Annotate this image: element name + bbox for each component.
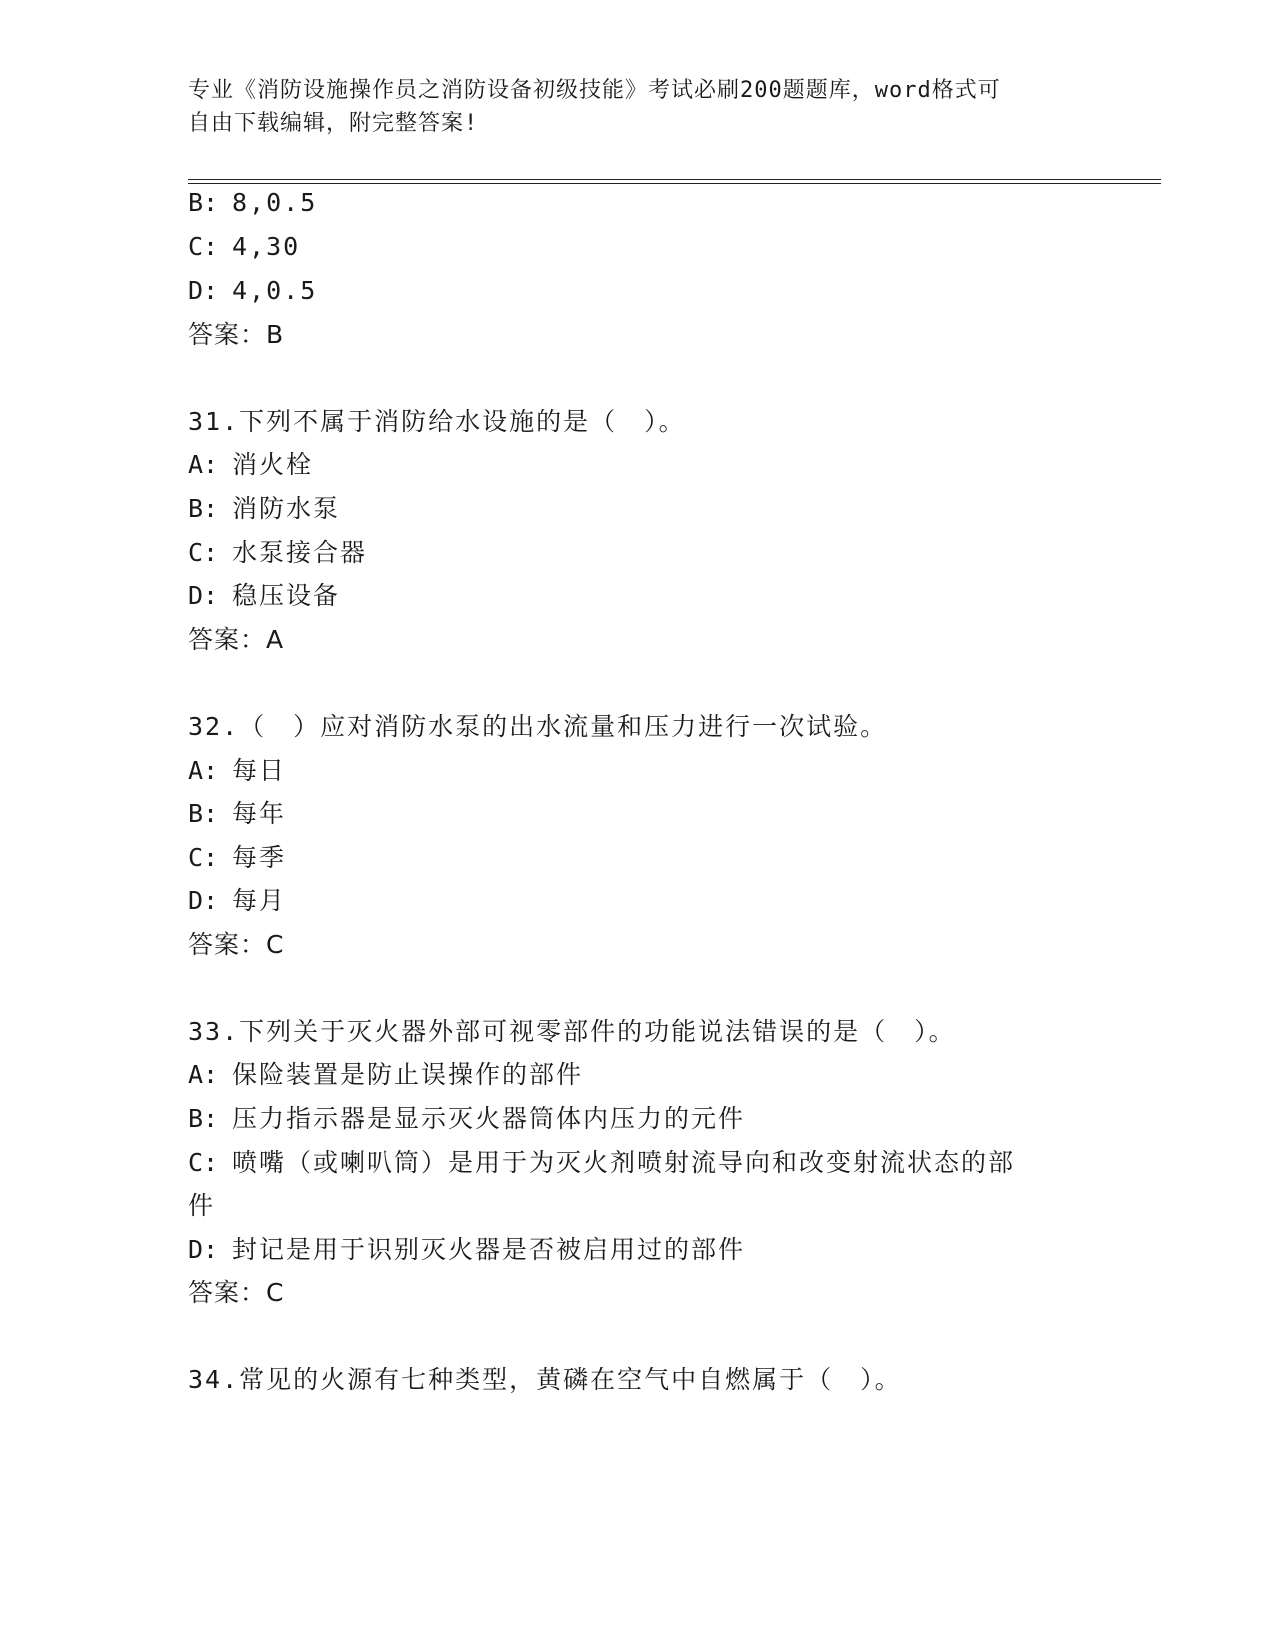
option-text: 水泵接合器 — [232, 538, 368, 567]
option-label: B: — [188, 494, 219, 523]
option-text: 保险装置是防止误操作的部件 — [232, 1060, 584, 1089]
option-text: 消防水泵 — [232, 494, 341, 523]
question-stem: 33.下列关于灭火器外部可视零部件的功能说法错误的是（ ）。 — [188, 1017, 956, 1046]
answer-line: 答案：B — [188, 320, 285, 349]
option-row — [188, 1060, 583, 1090]
header-line-1: 专业《消防设施操作员之消防设备初级技能》考试必刷200题题库，word格式可 — [188, 78, 1001, 103]
option-row — [188, 886, 286, 916]
header-line-2: 自由下载编辑，附完整答案! — [188, 111, 479, 136]
option-row — [188, 1235, 745, 1265]
option-text: 喷嘴（或喇叭筒）是用于为灭火剂喷射流导向和改变射流状态的部 — [232, 1148, 1016, 1177]
option-text: 消火栓 — [232, 450, 314, 479]
option-continuation: 件 — [188, 1191, 216, 1220]
option-text: 每季 — [232, 843, 287, 872]
option-text: 封记是用于识别灭火器是否被启用过的部件 — [232, 1235, 746, 1264]
option-label: A: — [188, 450, 219, 479]
option-label: C: — [188, 843, 219, 872]
option-text: 每日 — [232, 756, 287, 785]
option-text: 8,0.5 — [232, 188, 318, 217]
option-row — [188, 276, 317, 306]
option-row — [188, 538, 367, 568]
header-divider-top — [188, 179, 1161, 180]
option-label: B: — [188, 799, 219, 828]
option-text: 压力指示器是显示灭火器筒体内压力的元件 — [232, 1104, 746, 1133]
option-label: D: — [188, 581, 219, 610]
option-label: D: — [188, 886, 219, 915]
option-row — [188, 1148, 1015, 1178]
option-label: A: — [188, 1060, 219, 1089]
option-row — [188, 450, 313, 480]
option-row — [188, 494, 340, 524]
option-label: C: — [188, 232, 219, 261]
question-stem: 31.下列不属于消防给水设施的是（ ）。 — [188, 407, 686, 436]
option-row — [188, 843, 286, 873]
option-text: 稳压设备 — [232, 581, 341, 610]
option-label: A: — [188, 756, 219, 785]
answer-line: 答案：C — [188, 1278, 285, 1307]
option-label: B: — [188, 1104, 219, 1133]
option-label: C: — [188, 1148, 219, 1177]
option-row — [188, 1104, 745, 1134]
document-header — [188, 74, 1088, 140]
option-row — [188, 581, 340, 611]
option-row — [188, 188, 317, 218]
question-stem: 32.（ ）应对消防水泵的出水流量和压力进行一次试验。 — [188, 712, 888, 741]
option-label: D: — [188, 276, 219, 305]
option-text: 每月 — [232, 886, 287, 915]
option-row — [188, 756, 286, 786]
answer-line: 答案：C — [188, 930, 285, 959]
option-row — [188, 799, 286, 829]
option-text: 4,30 — [232, 232, 301, 261]
option-row — [188, 232, 300, 262]
option-text: 每年 — [232, 799, 287, 828]
answer-line: 答案：A — [188, 625, 285, 654]
question-stem: 34.常见的火源有七种类型，黄磷在空气中自燃属于（ ）。 — [188, 1365, 902, 1394]
option-label: C: — [188, 538, 219, 567]
header-divider-bottom — [188, 183, 1161, 184]
option-label: D: — [188, 1235, 219, 1264]
option-text: 4,0.5 — [232, 276, 318, 305]
option-label: B: — [188, 188, 219, 217]
